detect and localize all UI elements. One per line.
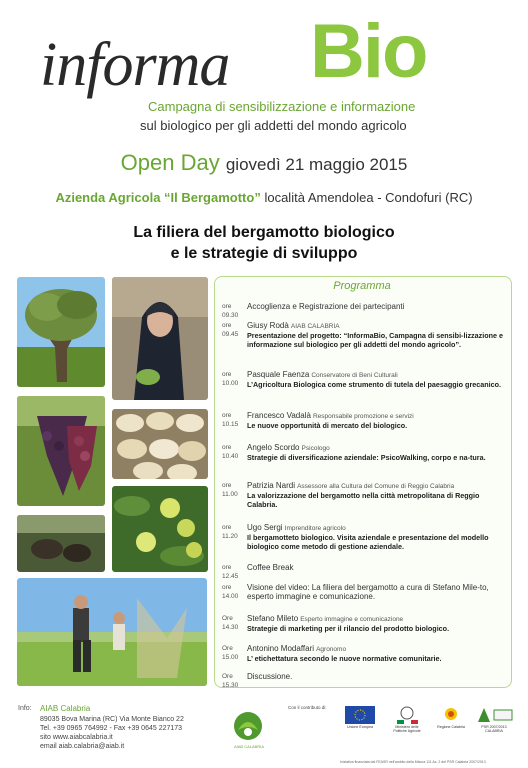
item-description: Le nuove opportunità di mercato del biologico. bbox=[247, 421, 408, 430]
item-speaker: Stefano Mileto bbox=[247, 614, 299, 623]
aiab-logo bbox=[232, 710, 264, 742]
aiab-logo-label: AIAB CALABRIA bbox=[233, 744, 264, 749]
event-headline bbox=[0, 222, 528, 264]
item-description: Presentazione del progetto: “InformaBio, Campagna di sensibi-lizzazione e informazione sul biologico per gli addetti del mondo agricolo”. bbox=[247, 331, 503, 350]
elderly-woman-photo bbox=[112, 277, 208, 400]
subtitle-line-1: Campagna di sensibilizzazione e informazione bbox=[148, 99, 416, 114]
item-time: ore 09.30 bbox=[222, 303, 239, 320]
programma-item bbox=[222, 672, 506, 690]
regione-logo-label: Regione Calabria bbox=[437, 725, 465, 730]
venue-location: località Amendolea - Condofuri (RC) bbox=[264, 190, 473, 205]
event-title bbox=[0, 150, 528, 176]
item-speaker: Pasquale Faenza bbox=[247, 370, 310, 379]
programma-item bbox=[222, 370, 506, 398]
item-description: Strategie di marketing per il rilancio del prodotto biologico. bbox=[247, 624, 450, 633]
grapes-photo bbox=[17, 396, 105, 506]
item-time: ore 10.15 bbox=[222, 412, 239, 429]
item-role: Esperto immagine e comunicazione bbox=[300, 616, 404, 623]
open-day-label: Open Day bbox=[120, 150, 220, 175]
item-role: Psicologo bbox=[301, 445, 330, 452]
programma-title: Programma bbox=[333, 280, 391, 292]
item-speaker: Visione del video: La filiera del bergamotto a cura di Stefano Mile-to, esperto immagine e comunicazione. bbox=[247, 583, 489, 602]
item-role: Agronomo bbox=[316, 646, 347, 653]
sheep-photo bbox=[17, 515, 105, 572]
programma-item bbox=[222, 302, 506, 320]
info-phone: Tel. +39 0965 764992 - Fax +39 0645 227173 bbox=[40, 725, 183, 732]
item-role: Conservatore di Beni Culturali bbox=[311, 372, 398, 379]
info-email[interactable]: email aiab.calabria@aiab.it bbox=[40, 743, 125, 750]
programma-item bbox=[222, 523, 506, 555]
item-speaker: Ugo Sergi bbox=[247, 523, 283, 532]
logo-text-informa: informa bbox=[40, 31, 230, 99]
olive-tree-photo bbox=[17, 277, 105, 387]
item-time: ore 10.00 bbox=[222, 371, 239, 388]
item-speaker: Antonino Modaffari bbox=[247, 644, 315, 653]
item-speaker: Giusy Rodà bbox=[247, 321, 289, 330]
item-time: ore 10.40 bbox=[222, 444, 239, 461]
event-venue bbox=[0, 190, 528, 205]
programma-item bbox=[222, 583, 506, 603]
item-time: ore 11.00 bbox=[222, 482, 238, 499]
programma-item bbox=[222, 411, 506, 431]
item-role: Imprenditore agricolo bbox=[284, 525, 346, 532]
logo-text-bio: Bio bbox=[310, 9, 427, 94]
item-time: ore 14.00 bbox=[222, 584, 239, 601]
item-speaker: Coffee Break bbox=[247, 563, 294, 572]
eu-logo bbox=[345, 706, 375, 729]
psr-logo bbox=[474, 706, 514, 734]
info-address: 89035 Bova Marina (RC) Via Monte Bianco 22 bbox=[40, 716, 184, 723]
item-role: Responsabile promozione e servizi bbox=[312, 413, 414, 420]
farmers-field-photo bbox=[17, 578, 207, 686]
informabio-logo bbox=[0, 9, 528, 99]
programma-item bbox=[222, 481, 506, 509]
funded-label: Con il contributo di: bbox=[288, 705, 327, 710]
info-website[interactable]: sito www.aiabcalabria.it bbox=[40, 734, 113, 741]
headline-line-1: La filiera del bergamotto biologico bbox=[133, 224, 395, 241]
item-speaker: Discussione. bbox=[247, 672, 293, 681]
item-description: Strategie di diversificazione aziendale: PsicoWalking, corpo e na-tura. bbox=[247, 453, 486, 462]
item-speaker: Patrizia Nardi bbox=[247, 481, 296, 490]
footnote: Iniziativa finanziata dal FEASR nell'ambito della Misura 111 Az. 2 del PSR Calabria 2007/2013 bbox=[340, 760, 486, 764]
item-time: ore 12.45 bbox=[222, 564, 239, 581]
item-time: Ore 15.30 bbox=[222, 673, 239, 690]
ministero-logo-label: Ministero delle Politiche Agricole bbox=[393, 725, 421, 734]
info-org-name: AIAB Calabria bbox=[40, 704, 91, 713]
item-role: AIAB CALABRIA bbox=[290, 323, 340, 330]
item-description: La valorizzazione del bergamotto nella città metropolitana di Reggio Calabria. bbox=[247, 491, 480, 510]
item-time: Ore 15.00 bbox=[222, 645, 239, 662]
eu-logo-label: Unione Europea bbox=[347, 725, 373, 730]
info-label: Info: bbox=[18, 705, 32, 712]
programma-item bbox=[222, 563, 506, 581]
subtitle-line-2: sul biologico per gli addetti del mondo agricolo bbox=[140, 118, 407, 133]
item-speaker: Accoglienza e Registrazione dei partecipanti bbox=[247, 302, 405, 311]
item-description: L’Agricoltura Biologica come strumento di tutela del paesaggio grecanico. bbox=[247, 380, 502, 389]
item-speaker: Angelo Scordo bbox=[247, 443, 300, 452]
item-time: ore 09.45 bbox=[222, 322, 239, 339]
bergamot-fruit-photo bbox=[112, 486, 208, 572]
psr-logo-label: PSR 2007/2013 CALABRIA bbox=[481, 725, 507, 734]
programma-item bbox=[222, 321, 506, 357]
regione-logo bbox=[436, 706, 466, 729]
item-description: Il bergamotteto biologico. Visita aziendale e presentazione del modello biologico come metodo di gestione aziendale. bbox=[247, 533, 489, 552]
ministero-logo bbox=[390, 706, 424, 734]
programma-item bbox=[222, 644, 506, 664]
item-time: ore 11.20 bbox=[222, 524, 238, 541]
programma-item bbox=[222, 614, 506, 634]
cheese-photo bbox=[112, 409, 208, 479]
item-time: Ore 14.30 bbox=[222, 615, 239, 632]
headline-line-2: e le strategie di sviluppo bbox=[170, 245, 358, 262]
venue-name: Azienda Agricola “Il Bergamotto” bbox=[55, 190, 261, 205]
programma-item bbox=[222, 443, 506, 471]
event-date: giovedì 21 maggio 2015 bbox=[225, 155, 408, 174]
item-description: L’ etichettatura secondo le nuove normative comunitarie. bbox=[247, 654, 442, 663]
item-speaker: Francesco Vadalà bbox=[247, 411, 311, 420]
item-role: Assessore alla Cultura del Comune di Reggio Calabria bbox=[297, 483, 455, 490]
